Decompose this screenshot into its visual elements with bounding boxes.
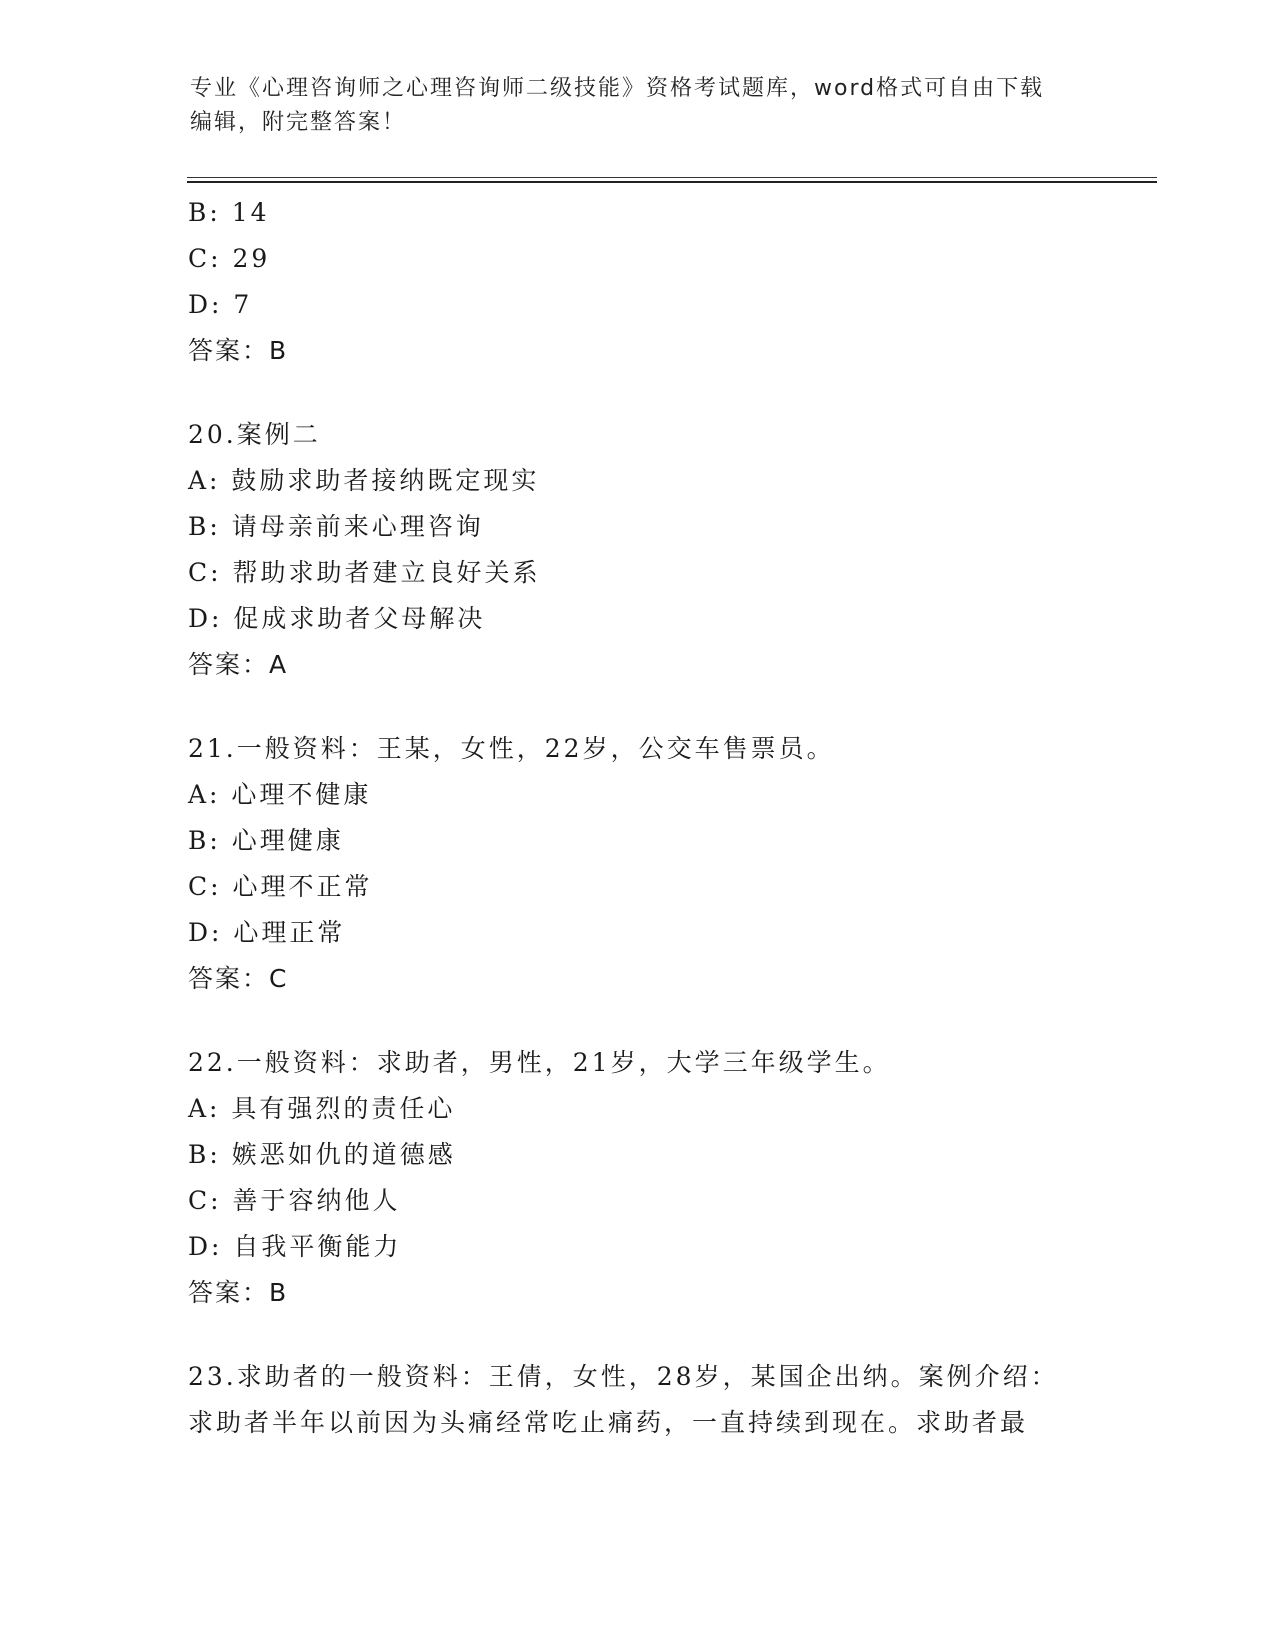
option-a: A: 心理不健康 [188,780,372,809]
question-stem-line-1: 23.求助者的一般资料：王倩，女性，28岁，某国企出纳。案例介绍： [188,1362,1059,1391]
question-stem: 21.一般资料：王某，女性，22岁，公交车售票员。 [188,734,835,763]
header-line-1: 专业《心理咨询师之心理咨询师二级技能》资格考试题库，word格式可自由下载 [190,76,1045,101]
option-c: C: 心理不正常 [188,872,373,901]
option-b: B: 嫉恶如仇的道德感 [188,1140,456,1169]
header-line-2: 编辑，附完整答案！ [190,110,407,135]
option-a: A: 具有强烈的责任心 [188,1094,456,1123]
question-23 [188,1354,1148,1446]
question-20 [188,412,1148,688]
header-divider-thick [187,181,1157,183]
answer: 答案：B [188,336,289,365]
option-b: B: 请母亲前来心理咨询 [188,512,484,541]
answer: 答案：A [188,650,289,679]
question-21 [188,726,1148,1002]
option-d: D: 心理正常 [188,918,346,947]
option-c: C: 善于容纳他人 [188,1186,401,1215]
answer: 答案：B [188,1278,289,1307]
option-d: D: 促成求助者父母解决 [188,604,486,633]
option-d: D: 7 [188,290,253,319]
question-stem: 20.案例二 [188,420,321,449]
option-c: C: 帮助求助者建立良好关系 [188,558,541,587]
question-list [188,190,1148,1446]
question-stem-line-2: 求助者半年以前因为头痛经常吃止痛药，一直持续到现在。求助者最 [188,1408,1029,1437]
header-divider-thin [187,177,1157,178]
option-c: C: 29 [188,244,271,273]
page-header [190,72,1090,140]
option-d: D: 自我平衡能力 [188,1232,402,1261]
option-a: A: 鼓励求助者接纳既定现实 [188,466,540,495]
answer: 答案：C [188,964,289,993]
option-b: B: 14 [188,198,270,227]
question-stem: 22.一般资料：求助者，男性，21岁，大学三年级学生。 [188,1048,891,1077]
option-b: B: 心理健康 [188,826,344,855]
question-22 [188,1040,1148,1316]
question-19-tail [188,190,1148,374]
